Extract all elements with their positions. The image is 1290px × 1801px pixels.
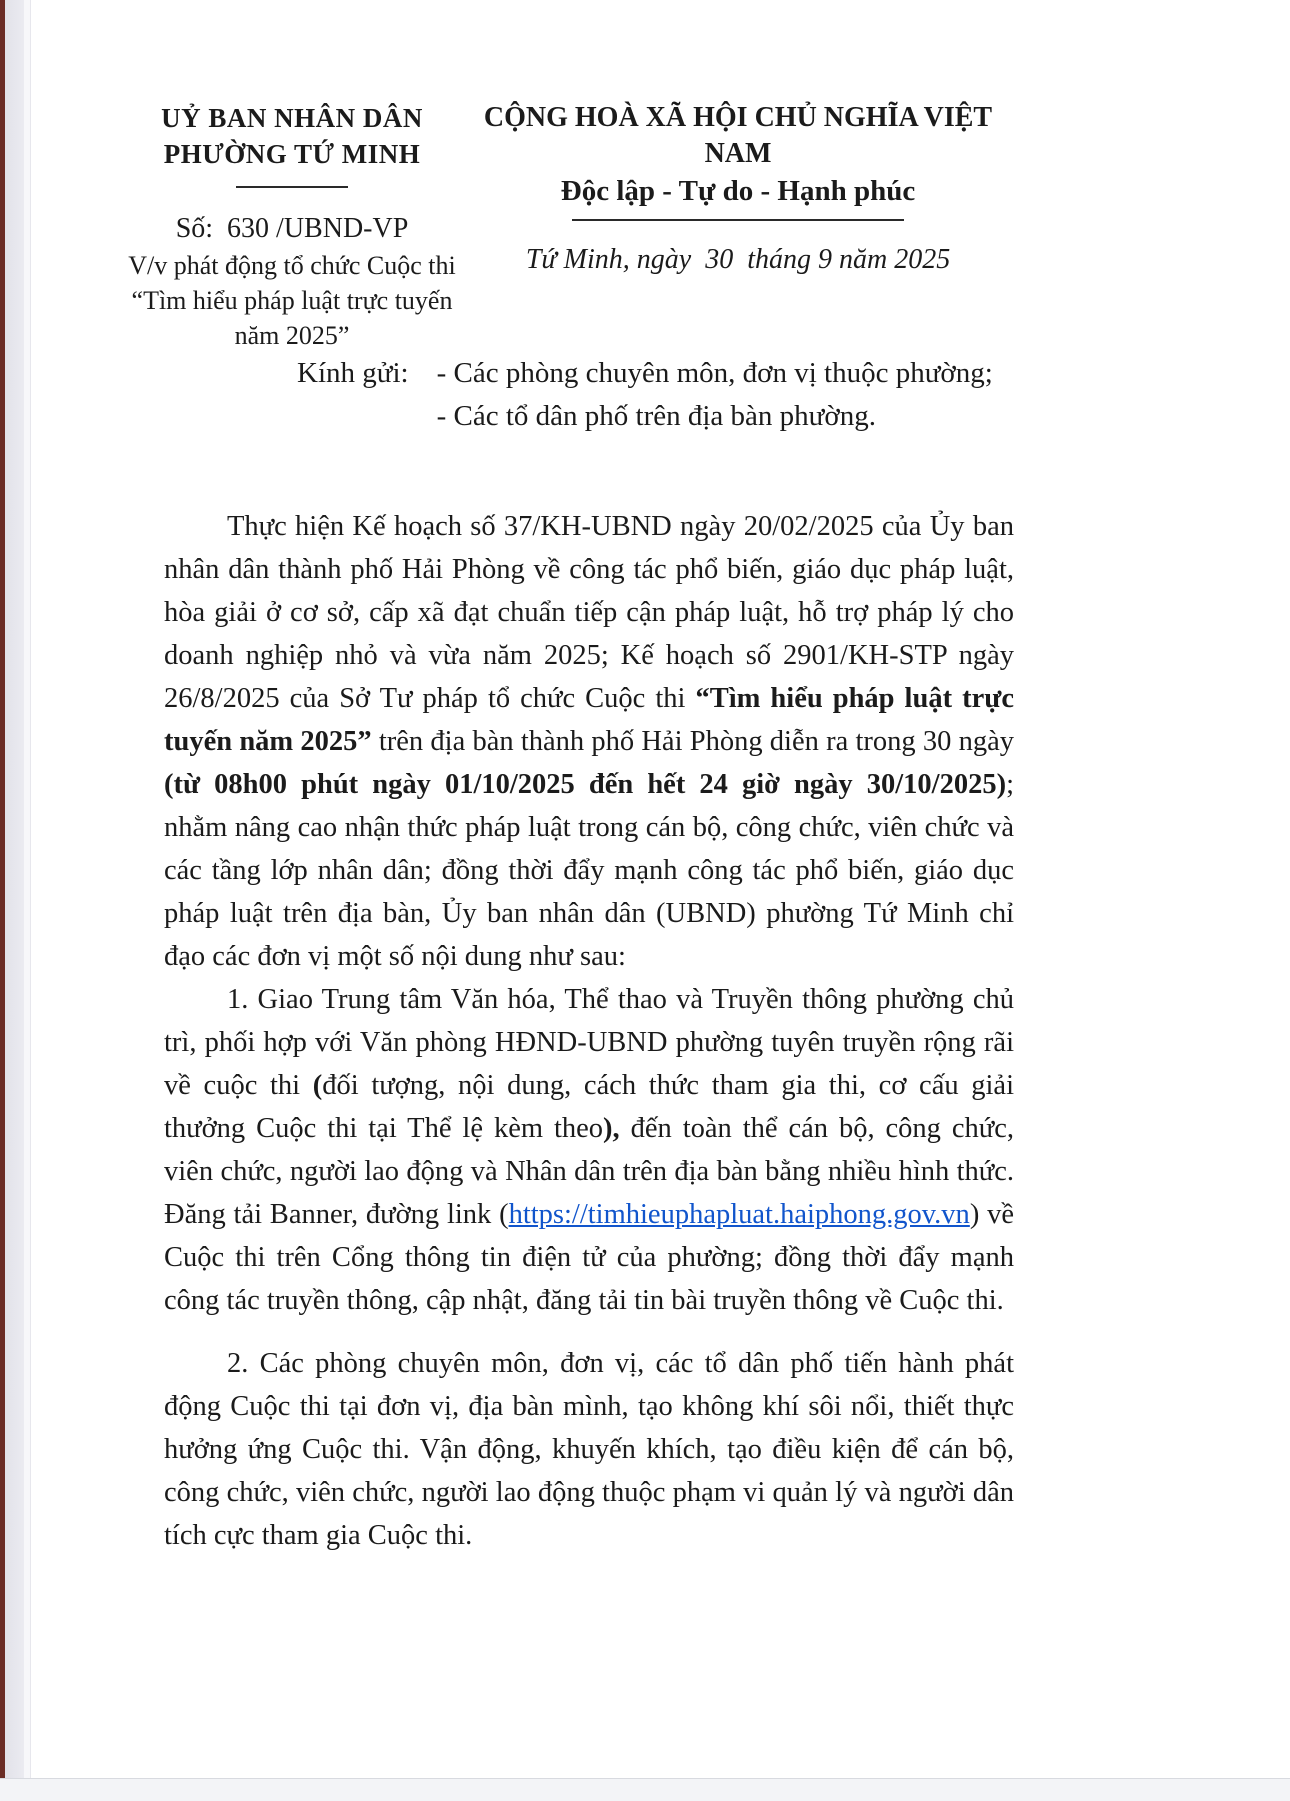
national-motto-underline (572, 219, 904, 221)
text-segment: Thực hiện Kế hoạch số 37/KH-UBND ngày 20/02/2025 của Ủy ban nhân dân thành phố Hải Phòng về công tác phổ biến, giáo dục pháp luật, hòa giải ở cơ sở, cấp xã đạt chuẩn tiếp cận pháp luật, hỗ trợ pháp lý cho doanh nghiệp nhỏ và vừa năm 2025; Kế hoạch số 2901/KH-STP ngày 26/8/2025 của Sở Tư pháp tổ chức Cuộc thi (164, 511, 1014, 714)
document-subject: V/v phát động tổ chức Cuộc thi “Tìm hiểu pháp luật trực tuyến năm 2025” (128, 251, 456, 350)
recipients-label: Kính gửi: (297, 357, 409, 389)
text-segment: trên địa bàn thành phố Hải Phòng diễn ra trong 30 ngày (371, 726, 1014, 757)
recipient-line: - Các tổ dân phố trên địa bàn phường. (436, 400, 876, 432)
page-left-margin (24, 0, 31, 1801)
national-motto-block (468, 100, 1008, 277)
text-segment: ; nhằm nâng cao nhận thức pháp luật trong cán bộ, công chức, viên chức và các tầng lớp nhân dân; đồng thời đẩy mạnh công tác phổ biến, giáo dục pháp luật trên địa bàn, Ủy ban nhân dân (UBND) phường Tứ Minh chỉ đạo các đơn vị một số nội dung như sau: (164, 769, 1014, 972)
issuing-authority-line1: UỶ BAN NHÂN DÂN (161, 103, 423, 133)
body-paragraph (164, 1342, 1014, 1557)
recipients-list (437, 352, 993, 438)
recipient-line: - Các phòng chuyên môn, đơn vị thuộc phường; (436, 357, 993, 389)
national-title: CỘNG HOÀ XÃ HỘI CHỦ NGHĨA VIỆT NAM (483, 102, 993, 169)
issuing-authority-line2: PHƯỜNG TỨ MINH (163, 139, 421, 169)
contest-url-link[interactable]: https://timhieuphapluat.haiphong.gov.vn (508, 1199, 970, 1230)
text-segment: ), (603, 1113, 620, 1144)
text-segment: 2. Các phòng chuyên môn, đơn vị, các tổ dân phố tiến hành phát động Cuộc thi tại đơn vị, địa bàn mình, tạo không khí sôi nổi, thiết thực hưởng ứng Cuộc thi. Vận động, khuyến khích, tạo điều kiện để cán bộ, công chức, viên chức, người lao động thuộc phạm vi quản lý và người dân tích cực tham gia Cuộc thi. (164, 1348, 1014, 1551)
text-segment: “Tìm hiểu pháp luật trực tuyến năm 2025” (164, 683, 1014, 757)
text-segment: đến toàn thể cán bộ, công chức, viên chức, người lao động và Nhân dân trên địa bàn bằng nhiều hình thức. Đăng tải Banner, đường link ( (164, 1113, 1014, 1230)
issuing-authority-underline (236, 186, 348, 188)
text-segment: ( (312, 1070, 323, 1101)
place-and-date: Tứ Minh, ngày 30 tháng 9 năm 2025 (525, 244, 951, 275)
scan-edge-gray (5, 0, 24, 1801)
text-segment: 1. Giao Trung tâm Văn hóa, Thể thao và Truyền thông phường chủ trì, phối hợp với Văn phòng HĐND-UBND phường tuyên truyền rộng rãi về cuộc thi (164, 984, 1014, 1101)
document-body (164, 505, 1014, 1557)
body-paragraph (164, 978, 1014, 1322)
text-segment: (từ 08h00 phút ngày 01/10/2025 đến hết 24 giờ ngày 30/10/2025) (164, 769, 1007, 800)
page-bottom-shadow (0, 1779, 1290, 1801)
issuing-authority-block (118, 100, 466, 353)
document-number: Số: 630 /UBND-VP (175, 213, 409, 244)
text-segment: đối tượng, nội dung, cách thức tham gia thi, cơ cấu giải thưởng Cuộc thi tại Thể lệ kèm theo (164, 1070, 1014, 1144)
text-segment: ) về Cuộc thi trên Cổng thông tin điện tử của phường; đồng thời đẩy mạnh công tác truyền thông, cập nhật, đăng tải tin bài truyền thông về Cuộc thi. (164, 1199, 1014, 1316)
body-paragraph (164, 505, 1014, 978)
national-motto: Độc lập - Tự do - Hạnh phúc (560, 175, 916, 207)
recipients-block (297, 352, 993, 438)
